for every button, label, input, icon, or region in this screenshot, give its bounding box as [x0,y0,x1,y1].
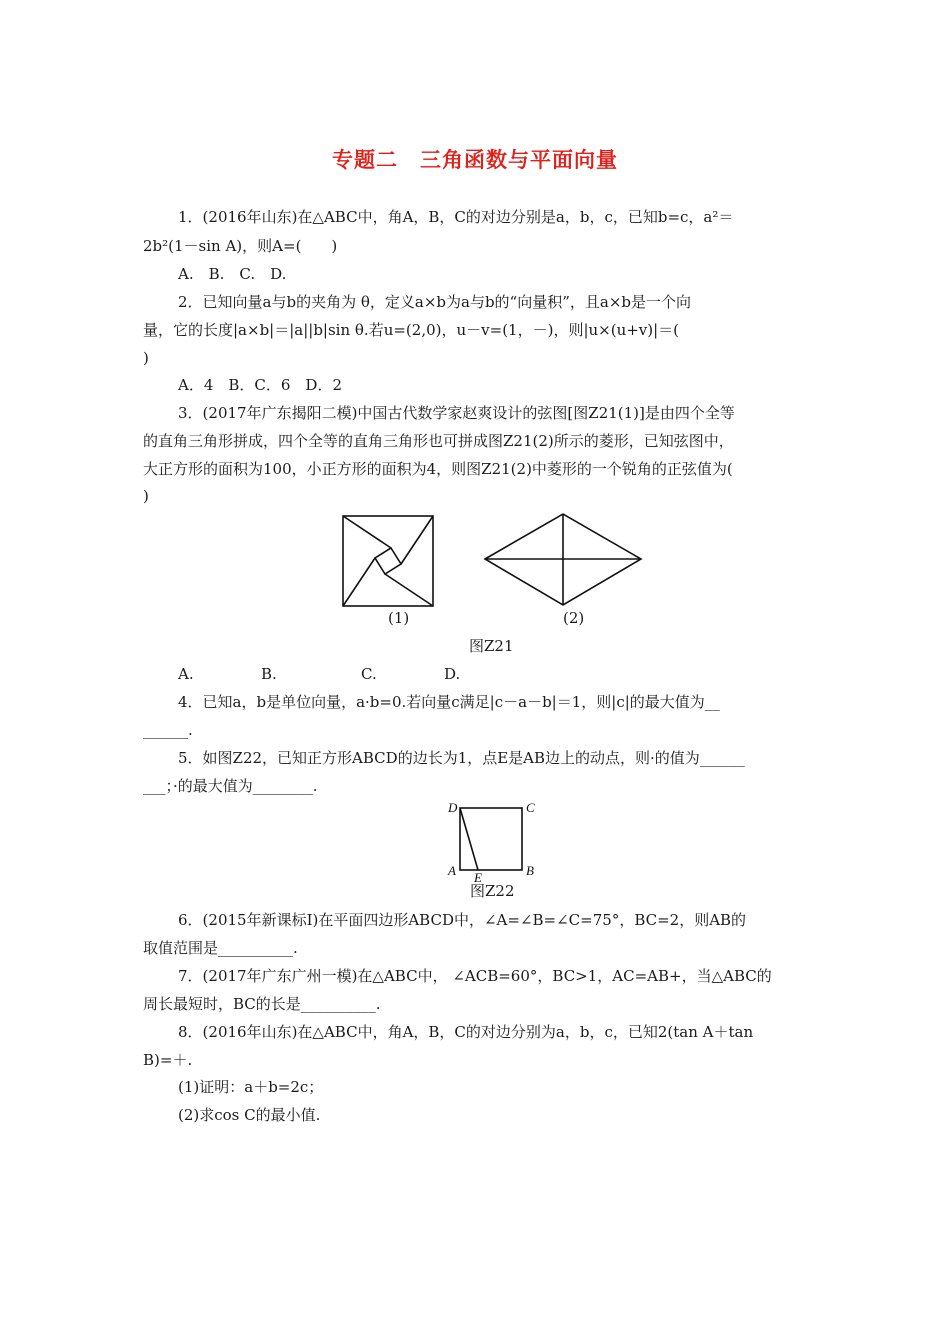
q3-option-a: A. [178,665,194,683]
figure-z22 [446,800,542,884]
figure-caption-z22: 图Z22 [470,882,515,900]
q7-line2: 周长最短时，BC的长是__________. [143,995,381,1013]
q7-line1: 7．(2017年广东广州一模)在△ABC中， ∠ACB=60°，BC>1，AC=AB+，当△ABC的 [178,967,772,985]
fig2-label: (2) [563,609,585,627]
segment-de [460,808,478,870]
q5-line1: 5．如图Z22，已知正方形ABCD的边长为1，点E是AB边上的动点，则·的值为______ [178,749,745,767]
figure-z21-2 [483,512,643,608]
q3-line4: ) [143,487,149,505]
q2-line2: 量，它的长度|a×b|＝|a||b|sin θ.若u=(2,0)，u－v=(1，－)，则|u×(u+v)|＝( [143,321,680,339]
inner-square [375,548,401,574]
q3-option-c: C. [361,665,377,683]
q3-line3: 大正方形的面积为100，小正方形的面积为4，则图Z21(2)中菱形的一个锐角的正弦值为( [143,460,733,478]
figure-caption-z21: 图Z21 [469,637,514,655]
q1-options: A. B. C. D. [178,265,287,283]
q6-line2: 取值范围是__________. [143,939,298,957]
q5-line2: ___；·的最大值为________. [143,777,318,795]
q8-part2: (2)求cos C的最小值. [178,1106,321,1124]
label-e: E [474,870,482,885]
q8-line1: 8．(2016年山东)在△ABC中，角A，B，C的对边分别为a，b，c，已知2(tan A＋tan [178,1023,754,1041]
q8-line2: B)=＋. [143,1051,193,1069]
q8-part1: (1)证明：a＋b=2c； [178,1078,324,1096]
q1-line2: 2b²(1－sin A)，则A=( ) [143,237,338,255]
q4-line1: 4．已知a，b是单位向量，a·b=0.若向量c满足|c－a－b|＝1，则|c|的最大值为__ [178,693,720,711]
q3-option-b: B. [261,665,277,683]
q3-option-d: D. [444,665,461,683]
q3-line1: 3．(2017年广东揭阳二模)中国古代数学家赵爽设计的弦图[图Z21(1)]是由四个全等 [178,404,735,422]
figure-z21-1 [340,513,436,609]
label-a: A [448,863,456,878]
fig1-label: (1) [388,609,410,627]
q2-line1: 2．已知向量a与b的夹角为 θ，定义a×b为a与b的“向量积”，且a×b是一个向 [178,293,691,311]
outer-square [343,516,433,606]
page-title: 专题二 三角函数与平面向量 [332,148,618,172]
q2-line3: ) [143,349,149,367]
q1-line1: 1．(2016年山东)在△ABC中，角A，B，C的对边分别是a，b，c，已知b=c，a²＝ [178,208,734,226]
q4-line2: ______. [143,721,193,739]
q3-line2: 的直角三角形拼成，四个全等的直角三角形也可拼成图Z21(2)所示的菱形，已知弦图中， [143,432,734,450]
q6-line1: 6．(2015年新课标Ⅰ)在平面四边形ABCD中，∠A=∠B=∠C=75°，BC=2，则AB的 [178,911,747,929]
label-d: D [448,800,458,815]
q2-options: A．4 B．C．6 D．2 [178,376,342,394]
label-c: C [526,800,535,815]
label-b: B [526,863,534,878]
